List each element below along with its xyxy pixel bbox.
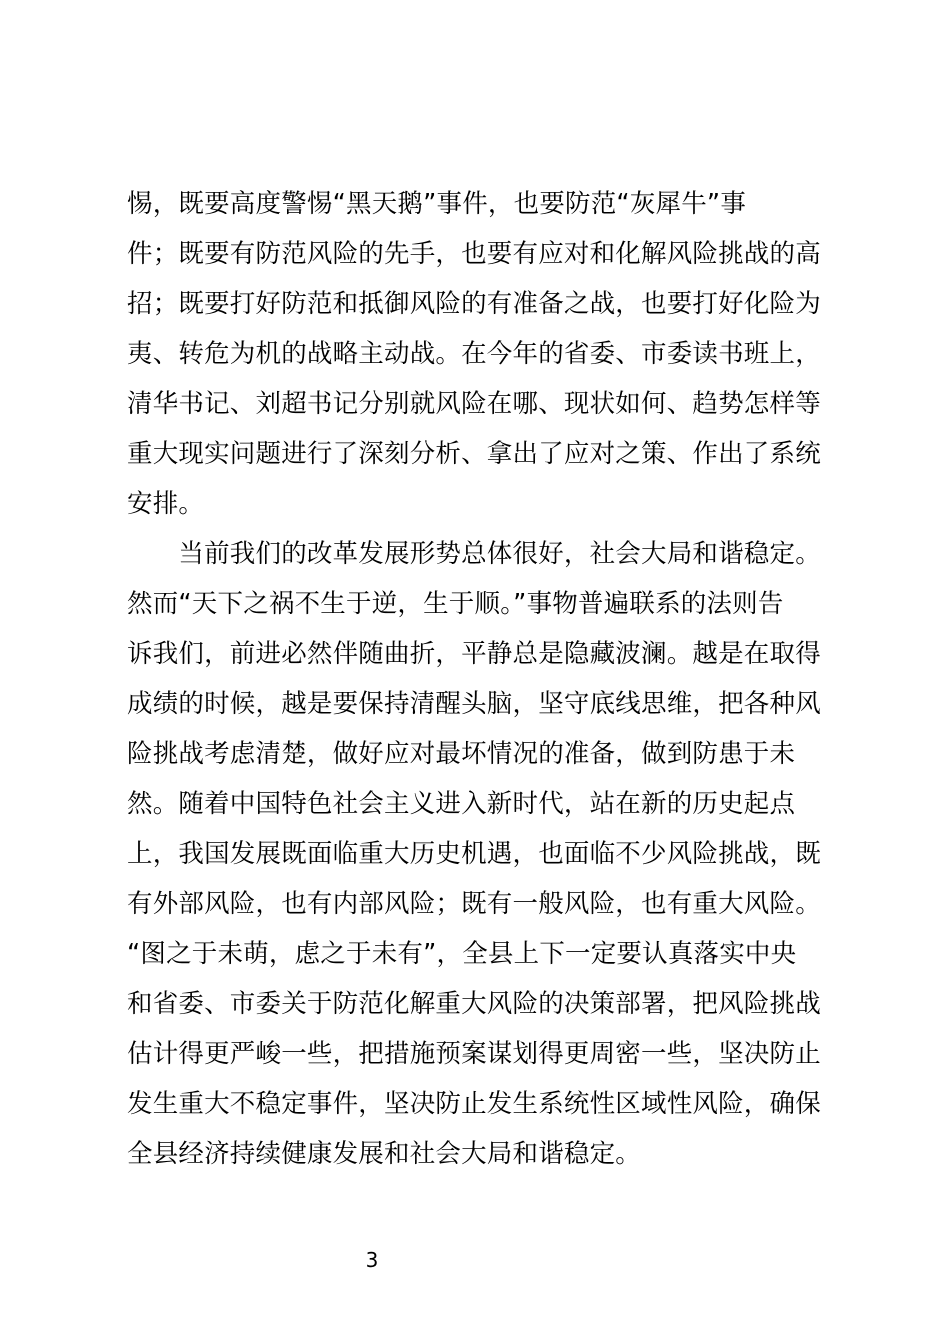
- text-line: 成绩的时候，越是要保持清醒头脑，坚守底线思维，把各种风: [127, 689, 821, 719]
- paragraph-start-line: 当前我们的改革发展形势总体很好，社会大局和谐稳定。: [127, 539, 821, 569]
- text-line: 险挑战考虑清楚，做好应对最坏情况的准备，做到防患于未: [127, 739, 796, 769]
- text-line: 件；既要有防范风险的先手，也要有应对和化解风险挑战的高: [127, 239, 821, 269]
- text-line: 夷、转危为机的战略主动战。在今年的省委、市委读书班上，: [127, 339, 821, 369]
- text-line: 发生重大不稳定事件，坚决防止发生系统性区域性风险，确保: [127, 1089, 821, 1119]
- text-line: 惕，既要高度警惕“黑天鹅”事件，也要防范“灰犀牛”事: [127, 189, 747, 219]
- text-line: 和省委、市委关于防范化解重大风险的决策部署，把风险挑战: [127, 989, 821, 1019]
- text-line: “图之于未萌，虑之于未有”，全县上下一定要认真落实中央: [127, 939, 797, 969]
- text-line: 然。随着中国特色社会主义进入新时代，站在新的历史起点: [127, 789, 796, 819]
- text-line: 重大现实问题进行了深刻分析、拿出了应对之策、作出了系统: [127, 439, 821, 469]
- page-number: 3: [365, 1248, 379, 1272]
- text-line: 清华书记、刘超书记分别就风险在哪、现状如何、趋势怎样等: [127, 389, 821, 419]
- text-line: 有外部风险，也有内部风险；既有一般风险，也有重大风险。: [127, 889, 821, 919]
- text-line: 招；既要打好防范和抵御风险的有准备之战，也要打好化险为: [127, 289, 821, 319]
- text-line: 全县经济持续健康发展和社会大局和谐稳定。: [127, 1139, 642, 1169]
- text-line: 估计得更严峻一些，把措施预案谋划得更周密一些，坚决防止: [127, 1039, 821, 1069]
- text-line: 安排。: [127, 489, 205, 519]
- text-line: 上，我国发展既面临重大历史机遇，也面临不少风险挑战，既: [127, 839, 821, 869]
- text-line: 诉我们，前进必然伴随曲折，平静总是隐藏波澜。越是在取得: [127, 639, 821, 669]
- text-line: 然而“天下之祸不生于逆，生于顺。”事物普遍联系的法则告: [127, 589, 784, 619]
